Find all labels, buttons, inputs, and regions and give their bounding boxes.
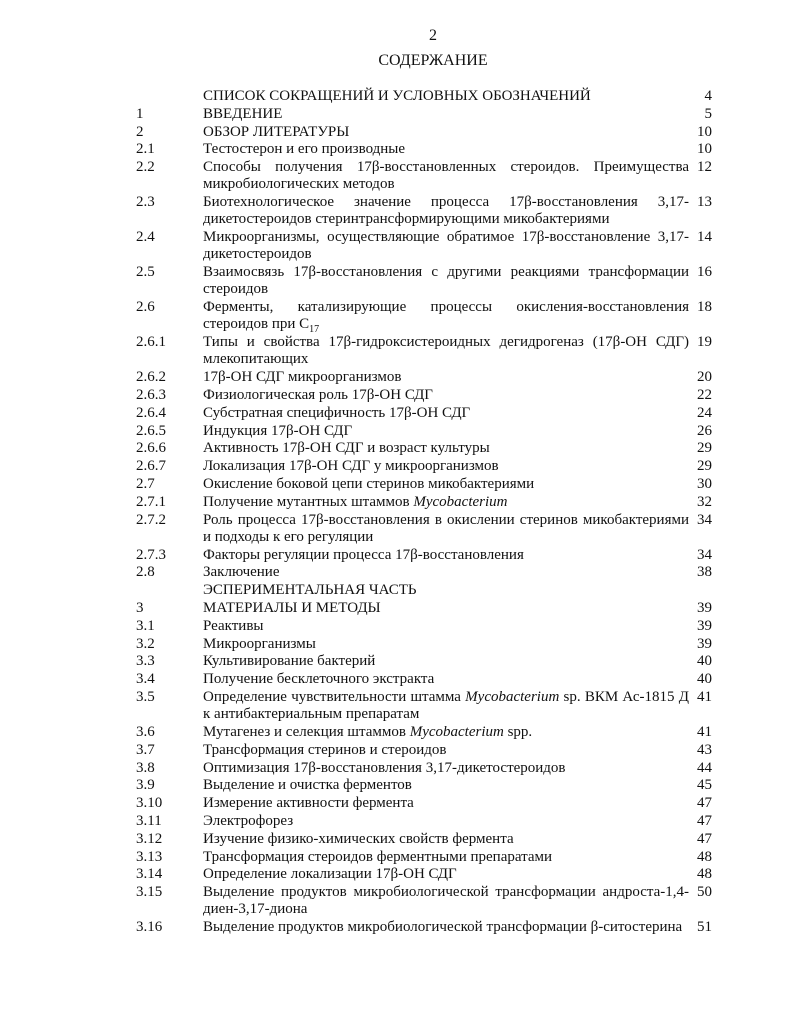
toc-entry [136, 582, 716, 599]
title-text: Заключение [203, 564, 280, 581]
section-number: 2.6.5 [136, 422, 166, 439]
section-number: 3.11 [136, 812, 162, 829]
title-text: Ферменты, катализирующие процессы окисления-восстановления стероидов при C [203, 299, 689, 333]
section-number: 2.6.3 [136, 386, 166, 403]
section-title [203, 88, 689, 105]
page-ref: 47 [697, 830, 712, 847]
toc-entry [136, 299, 716, 336]
page-title: СОДЕРЖАНИЕ [378, 52, 488, 69]
section-number: 2.6.6 [136, 440, 166, 457]
section-title [203, 600, 689, 617]
section-title [203, 866, 689, 883]
page-ref: 48 [697, 866, 712, 883]
title-text: ОБЗОР ЛИТЕРАТУРЫ [203, 123, 350, 140]
section-title [203, 229, 689, 263]
section-number: 2.6 [136, 299, 155, 316]
toc-entry [136, 124, 716, 141]
page-ref: 29 [697, 458, 712, 475]
title-text: Типы и свойства 17β-гидроксистероидных дегидрогеназ (17β-ОН СДГ) млекопитающих [203, 334, 689, 368]
page-ref: 51 [697, 919, 712, 936]
page-ref: 10 [697, 141, 712, 158]
section-title [203, 334, 689, 368]
title-text: Активность 17β-ОН СДГ и возраст культуры [203, 440, 490, 457]
toc-entry [136, 742, 716, 759]
section-number: 2.6.7 [136, 458, 166, 475]
section-title [203, 919, 689, 936]
section-title [203, 564, 689, 581]
section-number: 2.6.1 [136, 334, 166, 351]
section-title [203, 124, 689, 141]
section-title [203, 742, 689, 759]
title-text: Получение бесклеточного экстракта [203, 671, 435, 688]
page-ref: 16 [697, 264, 712, 281]
page-ref: 43 [697, 741, 712, 758]
title-text: Определение чувствительности штамма [203, 688, 466, 705]
title-text: ЭСПЕРИМЕНТАЛЬНАЯ ЧАСТЬ [203, 582, 417, 599]
section-title [203, 582, 689, 599]
section-number: 3.8 [136, 759, 155, 776]
section-number: 2.8 [136, 564, 155, 581]
toc-entry [136, 512, 716, 546]
title-text: Субстратная специфичность 17β-ОН СДГ [203, 404, 471, 421]
section-number: 3.13 [136, 848, 163, 865]
page-ref: 50 [697, 884, 712, 901]
toc-entry [136, 159, 716, 193]
section-number: 2.7.2 [136, 511, 166, 528]
section-number: 3.15 [136, 884, 163, 901]
page-ref: 34 [697, 511, 712, 528]
page-ref: 20 [697, 369, 712, 386]
page-ref: 19 [697, 334, 712, 351]
section-title [203, 512, 689, 546]
section-title [203, 760, 689, 777]
page-ref: 12 [697, 159, 712, 176]
title-text: Роль процесса 17β-восстановления в окислении стеринов микобактериями и подходы к его регуляции [203, 511, 689, 545]
section-number [136, 582, 203, 599]
page-ref: 14 [697, 229, 712, 246]
title-text: spp. [503, 723, 533, 740]
section-title [203, 405, 689, 422]
page-number: 2 [429, 27, 437, 44]
toc-entry [136, 884, 716, 918]
toc-entry [136, 760, 716, 777]
section-number: 3.10 [136, 795, 163, 812]
table-of-contents [136, 88, 716, 937]
title-text: Локализация 17β-ОН СДГ у микроорганизмов [203, 458, 499, 475]
page-ref: 47 [697, 812, 712, 829]
section-title [203, 299, 689, 336]
page-ref: 26 [697, 422, 712, 439]
section-title [203, 141, 689, 158]
toc-entry [136, 88, 716, 105]
title-text: Трансформация стероидов ферментными препаратами [203, 848, 553, 865]
section-title [203, 440, 689, 457]
toc-entry [136, 724, 716, 741]
section-title [203, 636, 689, 653]
section-title [203, 671, 689, 688]
page-ref: 29 [697, 440, 712, 457]
page-ref: 40 [697, 671, 712, 688]
toc-entry [136, 653, 716, 670]
section-number: 2.1 [136, 141, 155, 158]
section-title [203, 618, 689, 635]
toc-entry [136, 334, 716, 368]
toc-entry [136, 369, 716, 386]
page-ref: 24 [697, 404, 712, 421]
toc-entry [136, 547, 716, 564]
title-text: Биотехнологическое значение процесса 17β-восстановления 3,17-дикетостероидов стеринтрансформирующими микобактериями [203, 194, 689, 228]
toc-entry [136, 423, 716, 440]
toc-entry [136, 458, 716, 475]
page-ref: 13 [697, 194, 712, 211]
section-title [203, 813, 689, 830]
toc-entry [136, 405, 716, 422]
section-number: 3.9 [136, 777, 155, 794]
page-ref: 10 [697, 123, 712, 140]
section-number [136, 88, 203, 105]
section-number: 2.3 [136, 194, 155, 211]
section-title [203, 689, 689, 723]
page-ref: 45 [697, 777, 712, 794]
toc-entry [136, 777, 716, 794]
section-title [203, 724, 689, 741]
toc-entry [136, 636, 716, 653]
italic-text: Mycobacterium [465, 688, 560, 705]
toc-entry [136, 849, 716, 866]
toc-entry [136, 618, 716, 635]
section-number: 2.7.1 [136, 493, 166, 510]
toc-entry [136, 494, 716, 511]
toc-entry [136, 141, 716, 158]
section-number: 3.12 [136, 830, 163, 847]
section-title [203, 884, 689, 918]
section-title [203, 423, 689, 440]
section-number: 3.6 [136, 723, 155, 740]
title-text: Взаимосвязь 17β-восстановления с другими реакциями трансформации стероидов [203, 264, 689, 298]
title-text: Мутагенез и селекция штаммов [203, 723, 410, 740]
toc-entry [136, 229, 716, 263]
section-title [203, 494, 689, 511]
page-ref: 47 [697, 795, 712, 812]
toc-entry [136, 671, 716, 688]
section-number: 3.16 [136, 919, 163, 936]
toc-entry [136, 813, 716, 830]
page-ref: 30 [697, 475, 712, 492]
section-number: 3.14 [136, 866, 163, 883]
section-number: 2.2 [136, 159, 155, 176]
section-number: 2 [136, 123, 144, 140]
page-ref: 39 [697, 617, 712, 634]
title-text: sp. ВКМ Ас-1815 Д к антибактериальным препаратам [203, 688, 689, 723]
page-ref: 5 [704, 105, 712, 122]
title-text: Физиологическая роль 17β-ОН СДГ [203, 386, 433, 403]
title-text: Факторы регуляции процесса 17β-восстановления [203, 546, 524, 563]
page-ref: 34 [697, 546, 712, 563]
italic-text: Mycobacterium [413, 493, 508, 510]
section-number: 3.5 [136, 688, 155, 705]
toc-entry [136, 476, 716, 493]
title-text: Трансформация стеринов и стероидов [203, 741, 447, 758]
toc-entry [136, 919, 716, 936]
section-number: 2.7.3 [136, 546, 166, 563]
page-ref: 38 [697, 564, 712, 581]
section-title [203, 547, 689, 564]
title-text: Выделение продуктов микробиологической трансформации андроста-1,4-диен-3,17-диона [203, 884, 689, 918]
page-ref: 22 [697, 386, 712, 403]
page-ref [689, 582, 716, 599]
page-ref: 48 [697, 848, 712, 865]
title-text: Реактивы [203, 617, 264, 634]
toc-entry [136, 387, 716, 404]
title-text: ВВЕДЕНИЕ [203, 105, 283, 122]
title-text: СПИСОК СОКРАЩЕНИЙ И УСЛОВНЫХ ОБОЗНАЧЕНИЙ [203, 88, 591, 104]
page-ref: 4 [704, 88, 712, 104]
page-ref: 44 [697, 759, 712, 776]
page-ref: 32 [697, 493, 712, 510]
section-title [203, 387, 689, 404]
section-number: 3.4 [136, 671, 155, 688]
section-title [203, 476, 689, 493]
page-ref: 41 [697, 688, 712, 705]
section-title [203, 831, 689, 848]
section-number: 3.3 [136, 653, 155, 670]
section-number: 2.6.2 [136, 369, 166, 386]
section-number: 2.6.4 [136, 404, 166, 421]
title-text: Выделение и очистка ферментов [203, 777, 412, 794]
section-number: 1 [136, 105, 144, 122]
section-number: 3.7 [136, 741, 155, 758]
title-text: Окисление боковой цепи стеринов микобактериями [203, 475, 535, 492]
toc-entry [136, 440, 716, 457]
section-title [203, 777, 689, 794]
title-text: Способы получения 17β-восстановленных стероидов. Преимущества микробиологических методов [203, 159, 689, 193]
toc-entry [136, 689, 716, 723]
page-ref: 18 [697, 299, 712, 316]
subscript-text: 17 [309, 324, 320, 336]
title-text: Измерение активности фермента [203, 795, 414, 812]
toc-entry [136, 264, 716, 298]
title-text: Микроорганизмы, осуществляющие обратимое 17β-восстановление 3,17-дикетостероидов [203, 229, 689, 263]
section-number: 2.4 [136, 229, 155, 246]
section-title [203, 194, 689, 228]
section-title [203, 653, 689, 670]
section-title [203, 458, 689, 475]
section-title [203, 849, 689, 866]
toc-entry [136, 866, 716, 883]
title-text: Индукция 17β-ОН СДГ [203, 422, 353, 439]
title-text: Изучение физико-химических свойств фермента [203, 830, 514, 847]
title-text: 17β-ОН СДГ микроорганизмов [203, 369, 402, 386]
section-number: 3 [136, 599, 144, 616]
section-title [203, 106, 689, 123]
toc-entry [136, 795, 716, 812]
title-text: Культивирование бактерий [203, 653, 376, 670]
title-text: Тестостерон и его производные [203, 141, 406, 158]
page-ref: 39 [697, 635, 712, 652]
section-title [203, 369, 689, 386]
page-ref: 41 [697, 723, 712, 740]
section-title [203, 264, 689, 298]
title-text: Электрофорез [203, 812, 294, 829]
toc-entry [136, 106, 716, 123]
title-text: Получение мутантных штаммов [203, 493, 414, 510]
section-number: 2.7 [136, 475, 155, 492]
title-text: Микроорганизмы [203, 635, 316, 652]
toc-entry [136, 564, 716, 581]
page-ref: 40 [697, 653, 712, 670]
toc-entry [136, 600, 716, 617]
section-number: 3.2 [136, 635, 155, 652]
toc-entry [136, 831, 716, 848]
section-title [203, 795, 689, 812]
italic-text: Mycobacterium [409, 723, 504, 740]
title-text: МАТЕРИАЛЫ И МЕТОДЫ [203, 599, 381, 616]
section-number: 3.1 [136, 617, 155, 634]
page-ref: 39 [697, 599, 712, 616]
title-text: Оптимизация 17β-восстановления 3,17-дикетостероидов [203, 759, 566, 776]
title-text: Определение локализации 17β-ОН СДГ [203, 866, 457, 883]
section-title [203, 159, 689, 193]
section-number: 2.5 [136, 264, 155, 281]
toc-entry [136, 194, 716, 228]
title-text: Выделение продуктов микробиологической трансформации β-ситостерина [203, 919, 683, 936]
